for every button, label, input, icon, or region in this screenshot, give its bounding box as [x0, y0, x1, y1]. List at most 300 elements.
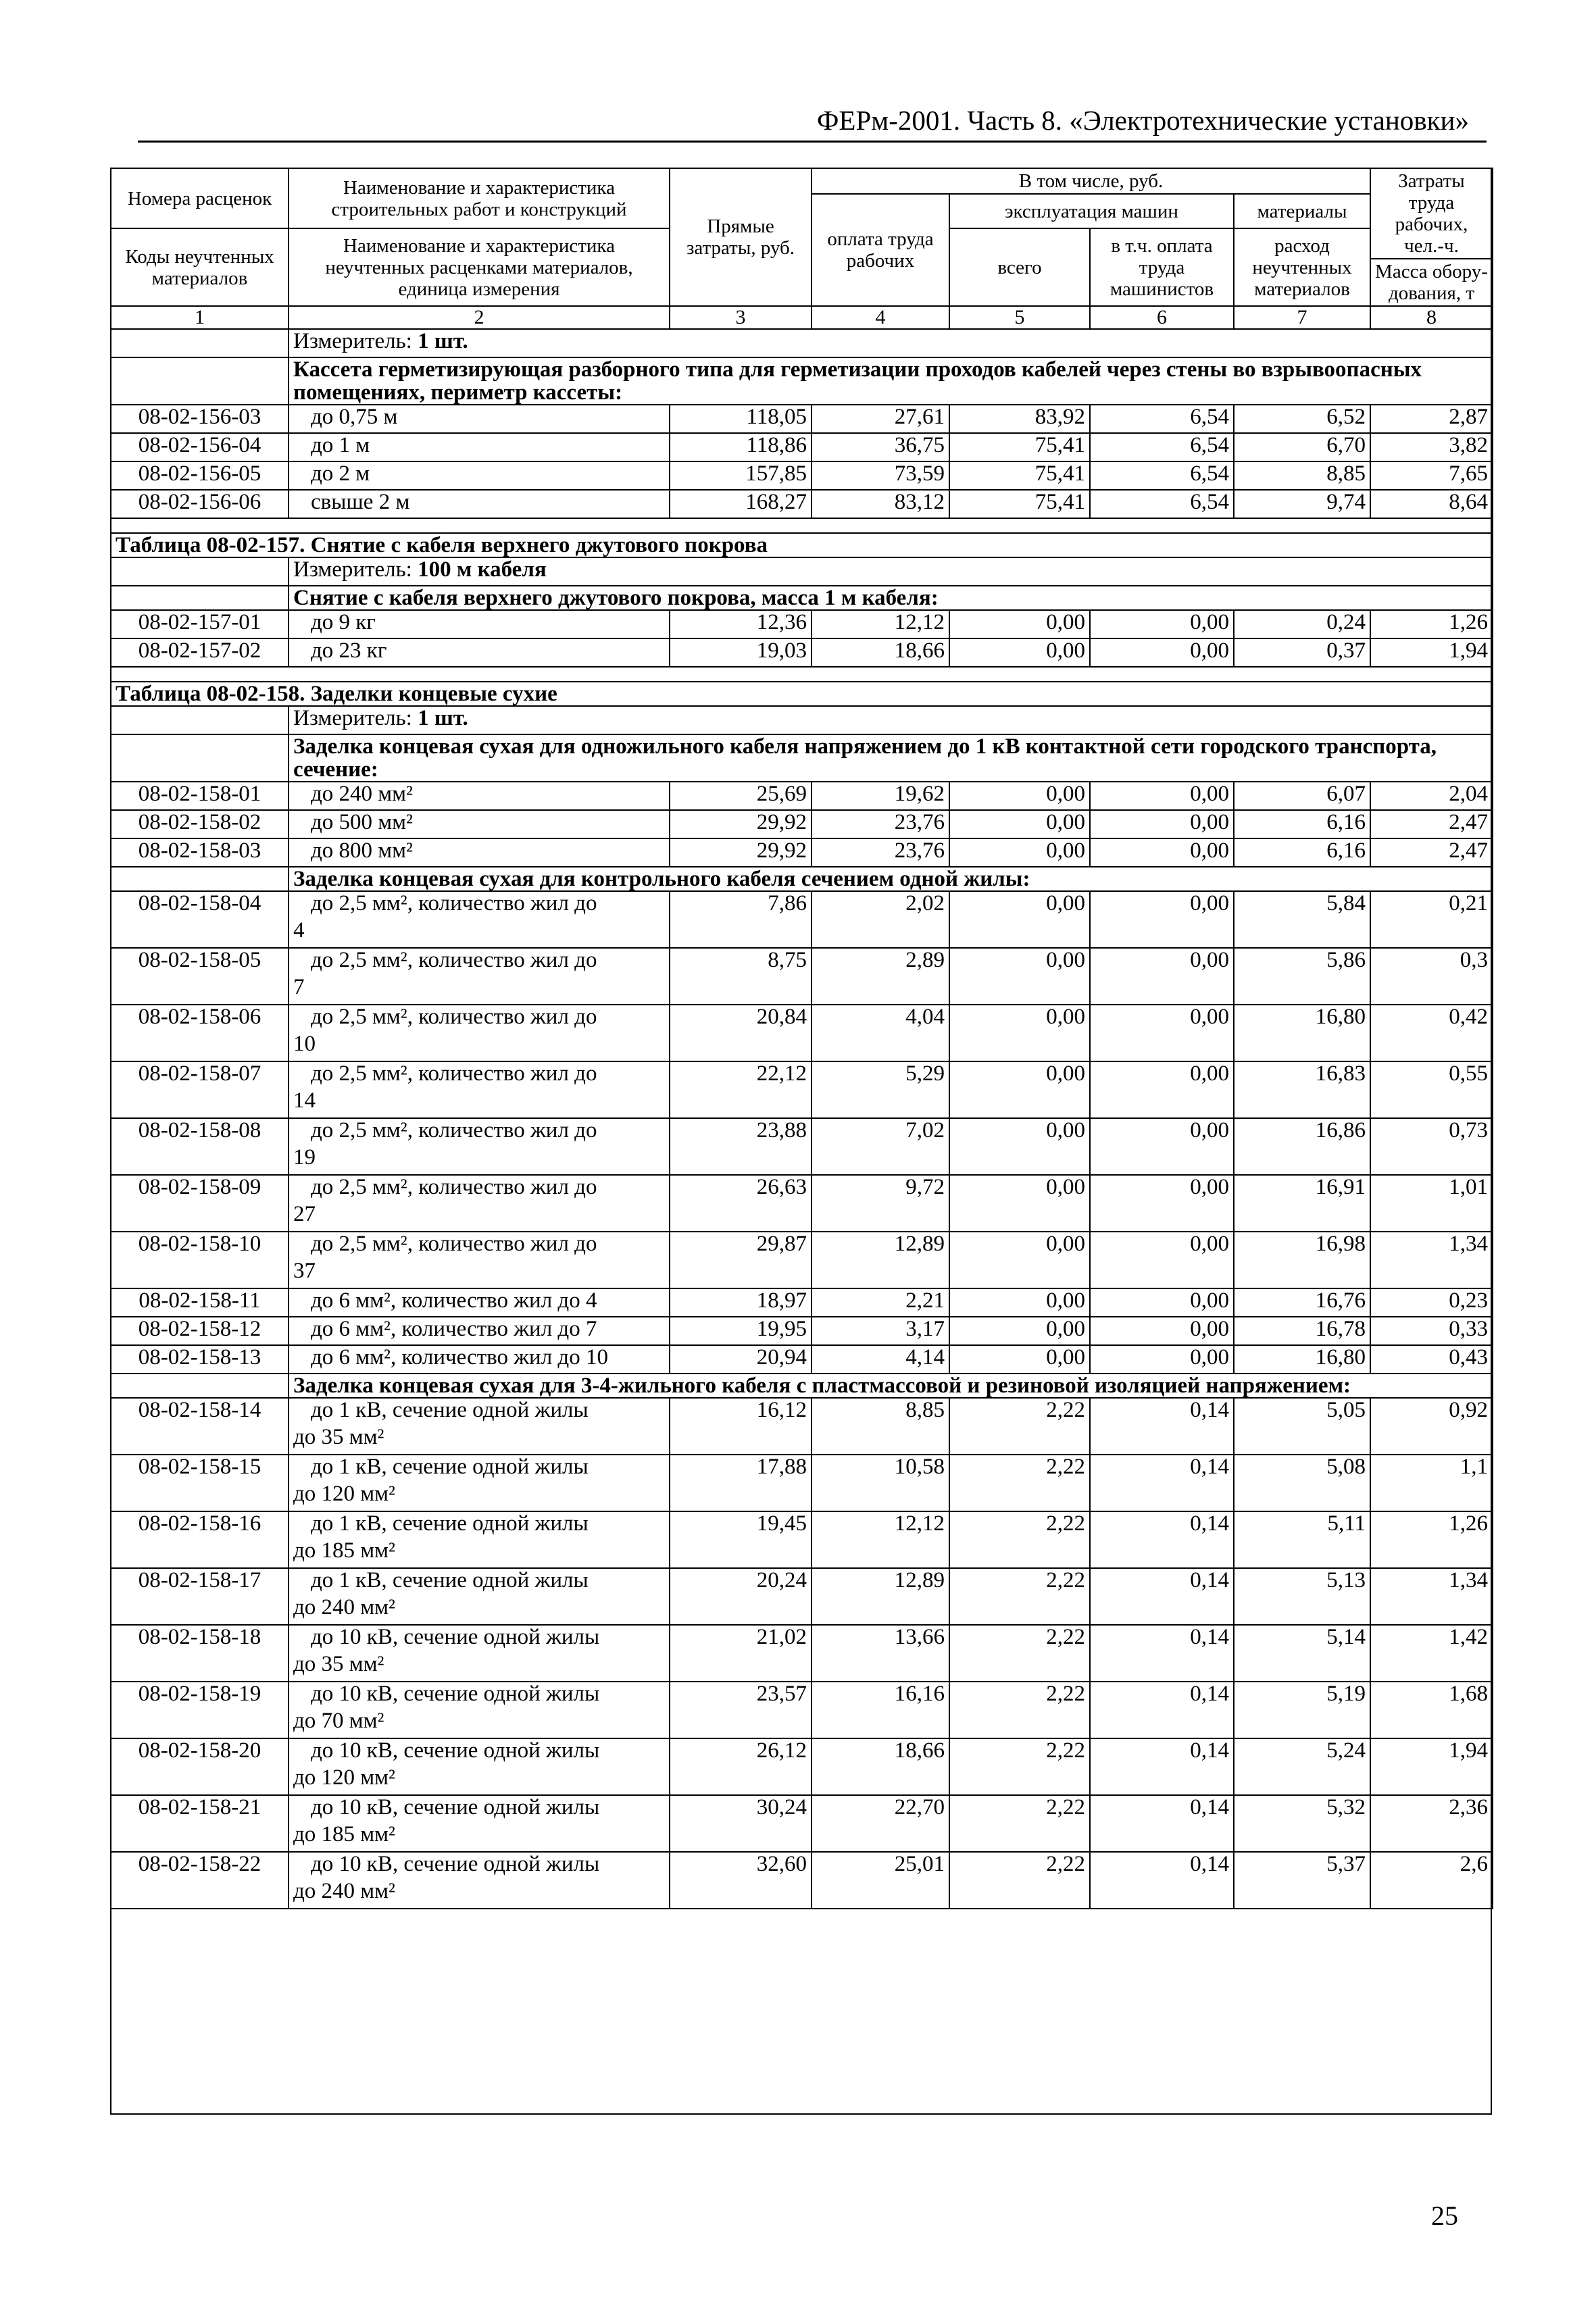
header-group-materials: материалы — [1234, 194, 1370, 228]
rates-table — [110, 168, 1493, 1909]
rate-description — [289, 1682, 670, 1738]
group-code-cell — [111, 1374, 289, 1398]
description-line: 4 — [293, 918, 305, 942]
value-c5: 0,00 — [949, 948, 1090, 1005]
measure-spacer — [111, 706, 289, 734]
value-c5: 0,00 — [949, 610, 1090, 638]
table-row — [111, 1625, 1493, 1682]
value-c8: 3,82 — [1370, 433, 1493, 461]
col-number: 7 — [1234, 306, 1370, 329]
value-c8: 1,68 — [1370, 1682, 1493, 1738]
description-line: до 10 кВ, сечение одной жилы — [311, 1795, 600, 1819]
value-c7: 16,78 — [1234, 1317, 1370, 1345]
value-c6: 0,14 — [1090, 1738, 1234, 1795]
header-col5: всего — [949, 228, 1090, 306]
header-group-machines: эксплуатация машин — [949, 194, 1234, 228]
measure-157-text — [289, 557, 1493, 586]
value-c5: 75,41 — [949, 433, 1090, 461]
value-c3: 157,85 — [670, 461, 812, 490]
value-c3: 26,12 — [670, 1738, 812, 1795]
value-c5: 2,22 — [949, 1795, 1090, 1852]
value-c4: 3,17 — [812, 1317, 949, 1345]
value-c4: 23,76 — [812, 838, 949, 867]
description-line: до 6 мм², количество жил до 7 — [311, 1317, 597, 1341]
description-line: 10 — [293, 1032, 316, 1056]
value-c8: 0,73 — [1370, 1118, 1493, 1175]
group-code-cell — [111, 734, 289, 782]
table-row — [111, 1345, 1493, 1374]
table-row — [111, 405, 1493, 433]
table-row — [111, 1232, 1493, 1288]
header-numbers-row — [111, 306, 1493, 329]
value-c8: 0,33 — [1370, 1317, 1493, 1345]
value-c7: 16,98 — [1234, 1232, 1370, 1288]
value-c8: 2,87 — [1370, 405, 1493, 433]
value-c7: 5,05 — [1234, 1398, 1370, 1455]
value-c7: 16,80 — [1234, 1005, 1370, 1061]
group-158-3-heading: Заделка концевая сухая для 3-4-жильного кабеля с пластмассовой и резиновой изоляцией напряжением: — [289, 1374, 1493, 1398]
value-c6: 0,00 — [1090, 1005, 1234, 1061]
description-line: до 35 мм² — [293, 1652, 384, 1676]
table-row — [111, 948, 1493, 1005]
page-number: 25 — [1431, 2200, 1458, 2231]
rate-code: 08-02-158-01 — [111, 782, 289, 810]
col-number: 8 — [1370, 306, 1493, 329]
value-c7: 5,84 — [1234, 891, 1370, 948]
description-line: до 2,5 мм², количество жил до — [311, 891, 597, 915]
value-c4: 22,70 — [812, 1795, 949, 1852]
value-c4: 9,72 — [812, 1175, 949, 1232]
description-line: до 1 кВ, сечение одной жилы — [311, 1568, 589, 1592]
value-c8: 1,26 — [1370, 1511, 1493, 1568]
rate-description — [289, 490, 670, 518]
value-c5: 2,22 — [949, 1625, 1090, 1682]
value-c8: 0,23 — [1370, 1288, 1493, 1317]
value-c4: 19,62 — [812, 782, 949, 810]
value-c6: 0,00 — [1090, 1118, 1234, 1175]
group-heading-156: Кассета герметизирующая разборного типа для герметизации проходов кабелей через стены во взрывоопасных помещениях, периметр кассеты: — [289, 357, 1493, 405]
table-row — [111, 1455, 1493, 1511]
value-c5: 2,22 — [949, 1455, 1090, 1511]
col-number: 2 — [289, 306, 670, 329]
rate-code: 08-02-158-22 — [111, 1852, 289, 1909]
rate-description — [289, 1317, 670, 1345]
value-c3: 12,36 — [670, 610, 812, 638]
description-line: 14 — [293, 1088, 316, 1113]
value-c4: 16,16 — [812, 1682, 949, 1738]
value-c5: 83,92 — [949, 405, 1090, 433]
description-line: до 2,5 мм², количество жил до — [311, 1061, 597, 1086]
header-group-incl: В том числе, руб. — [812, 168, 1370, 194]
table-row — [111, 1175, 1493, 1232]
rate-code: 08-02-158-11 — [111, 1288, 289, 1317]
table-row — [111, 810, 1493, 838]
table158-title — [111, 682, 1493, 706]
table-row — [111, 433, 1493, 461]
value-c5: 0,00 — [949, 638, 1090, 667]
rate-code: 08-02-158-13 — [111, 1345, 289, 1374]
value-c5: 0,00 — [949, 1005, 1090, 1061]
rate-description — [289, 1795, 670, 1852]
header-col2-bottom: Наименование и характеристика неучтенных расценками материалов, единица измерения — [289, 228, 670, 306]
rate-description — [289, 638, 670, 667]
value-c6: 0,00 — [1090, 948, 1234, 1005]
value-c5: 0,00 — [949, 810, 1090, 838]
table-row — [111, 1005, 1493, 1061]
value-c8: 1,34 — [1370, 1568, 1493, 1625]
group-158-2 — [111, 867, 1493, 891]
value-c7: 0,24 — [1234, 610, 1370, 638]
table-row — [111, 1852, 1493, 1909]
description-line: до 35 мм² — [293, 1425, 384, 1449]
value-c3: 22,12 — [670, 1061, 812, 1118]
value-c5: 0,00 — [949, 838, 1090, 867]
value-c7: 16,76 — [1234, 1288, 1370, 1317]
measure-156 — [289, 329, 1493, 357]
value-c5: 2,22 — [949, 1568, 1090, 1625]
value-c3: 20,24 — [670, 1568, 812, 1625]
header-row-1 — [111, 168, 1493, 194]
value-c6: 0,00 — [1090, 1175, 1234, 1232]
description-line: до 0,75 м — [311, 405, 398, 429]
value-c4: 12,12 — [812, 1511, 949, 1568]
description-line: до 185 мм² — [293, 1822, 395, 1846]
header-col4: оплата труда рабочих — [812, 194, 949, 306]
description-line: до 1 кВ, сечение одной жилы — [311, 1511, 589, 1536]
table-row — [111, 1795, 1493, 1852]
measure-label: Измеритель: — [293, 329, 412, 353]
value-c8: 1,94 — [1370, 1738, 1493, 1795]
value-c4: 4,14 — [812, 1345, 949, 1374]
value-c6: 6,54 — [1090, 490, 1234, 518]
value-c3: 18,97 — [670, 1288, 812, 1317]
value-c5: 0,00 — [949, 891, 1090, 948]
rate-description — [289, 891, 670, 948]
value-c8: 0,92 — [1370, 1398, 1493, 1455]
value-c3: 21,02 — [670, 1625, 812, 1682]
description-line: до 120 мм² — [293, 1482, 395, 1506]
value-c4: 18,66 — [812, 1738, 949, 1795]
description-line: до 10 кВ, сечение одной жилы — [311, 1625, 600, 1649]
value-c7: 16,83 — [1234, 1061, 1370, 1118]
rate-code: 08-02-158-10 — [111, 1232, 289, 1288]
rate-code: 08-02-158-15 — [111, 1455, 289, 1511]
description-line: до 6 мм², количество жил до 10 — [311, 1345, 608, 1369]
value-c7: 5,86 — [1234, 948, 1370, 1005]
description-line: до 10 кВ, сечение одной жилы — [311, 1852, 600, 1876]
value-c6: 0,00 — [1090, 838, 1234, 867]
description-line: до 500 мм² — [311, 810, 413, 834]
value-c6: 0,00 — [1090, 782, 1234, 810]
value-c8: 0,21 — [1370, 891, 1493, 948]
value-c5: 0,00 — [949, 1175, 1090, 1232]
value-c5: 2,22 — [949, 1738, 1090, 1795]
measure-value: 1 шт. — [418, 706, 468, 730]
rate-description — [289, 1005, 670, 1061]
rate-code: 08-02-157-02 — [111, 638, 289, 667]
rate-description — [289, 1568, 670, 1625]
description-line: до 10 кВ, сечение одной жилы — [311, 1682, 600, 1706]
value-c4: 7,02 — [812, 1118, 949, 1175]
value-c3: 19,03 — [670, 638, 812, 667]
rate-code: 08-02-158-20 — [111, 1738, 289, 1795]
value-c5: 0,00 — [949, 1345, 1090, 1374]
value-c4: 27,61 — [812, 405, 949, 433]
value-c8: 0,55 — [1370, 1061, 1493, 1118]
value-c4: 36,75 — [812, 433, 949, 461]
value-c3: 16,12 — [670, 1398, 812, 1455]
rate-code: 08-02-158-16 — [111, 1511, 289, 1568]
spacer-cell — [111, 518, 1493, 533]
rate-description — [289, 1738, 670, 1795]
measure-label: Измеритель: — [293, 557, 412, 582]
rate-description — [289, 1288, 670, 1317]
header-rule — [138, 141, 1487, 143]
value-c4: 25,01 — [812, 1852, 949, 1909]
col-number: 6 — [1090, 306, 1234, 329]
rate-code: 08-02-158-04 — [111, 891, 289, 948]
value-c4: 8,85 — [812, 1398, 949, 1455]
rate-description — [289, 838, 670, 867]
rate-description — [289, 810, 670, 838]
value-c8: 7,65 — [1370, 461, 1493, 490]
table-row — [111, 1061, 1493, 1118]
table-row — [111, 490, 1493, 518]
description-line: до 9 кг — [311, 610, 376, 634]
value-c3: 8,75 — [670, 948, 812, 1005]
description-line: 19 — [293, 1145, 316, 1169]
value-c4: 2,89 — [812, 948, 949, 1005]
value-c8: 1,1 — [1370, 1455, 1493, 1511]
value-c3: 17,88 — [670, 1455, 812, 1511]
description-line: до 2,5 мм², количество жил до — [311, 1005, 597, 1029]
rate-description — [289, 1175, 670, 1232]
header-col2-top: Наименование и характеристика строительных работ и конструкций — [289, 168, 670, 228]
value-c5: 75,41 — [949, 490, 1090, 518]
rate-code: 08-02-158-09 — [111, 1175, 289, 1232]
description-line: до 2 м — [311, 461, 370, 486]
value-c8: 1,42 — [1370, 1625, 1493, 1682]
rate-code: 08-02-158-12 — [111, 1317, 289, 1345]
value-c8: 2,6 — [1370, 1852, 1493, 1909]
header-col3: Прямые затраты, руб. — [670, 168, 812, 306]
value-c6: 0,14 — [1090, 1568, 1234, 1625]
measure-spacer — [111, 557, 289, 586]
value-c3: 7,86 — [670, 891, 812, 948]
value-c6: 0,14 — [1090, 1455, 1234, 1511]
table-row — [111, 1398, 1493, 1455]
description-line: до 10 кВ, сечение одной жилы — [311, 1738, 600, 1763]
spacer-cell — [111, 667, 1493, 682]
description-line: до 23 кг — [311, 638, 387, 663]
rate-description — [289, 1232, 670, 1288]
header-col6: в т.ч. оплата труда машинистов — [1090, 228, 1234, 306]
rate-code: 08-02-158-02 — [111, 810, 289, 838]
value-c3: 30,24 — [670, 1795, 812, 1852]
col-number: 3 — [670, 306, 812, 329]
measure-158 — [111, 706, 1493, 734]
value-c8: 1,94 — [1370, 638, 1493, 667]
value-c3: 20,84 — [670, 1005, 812, 1061]
group-158-1 — [111, 734, 1493, 782]
value-c3: 23,88 — [670, 1118, 812, 1175]
header-col8-top: Затраты труда рабочих, чел.-ч. — [1370, 168, 1493, 259]
table-row — [111, 1511, 1493, 1568]
description-line: до 2,5 мм², количество жил до — [311, 948, 597, 972]
value-c3: 32,60 — [670, 1852, 812, 1909]
value-c7: 5,19 — [1234, 1682, 1370, 1738]
rate-description — [289, 1455, 670, 1511]
value-c7: 6,16 — [1234, 838, 1370, 867]
value-c5: 0,00 — [949, 1118, 1090, 1175]
description-line: до 6 мм², количество жил до 4 — [311, 1288, 597, 1313]
value-c3: 26,63 — [670, 1175, 812, 1232]
section-spacer — [111, 518, 1493, 533]
rate-description — [289, 461, 670, 490]
value-c5: 0,00 — [949, 1232, 1090, 1288]
rate-code: 08-02-156-03 — [111, 405, 289, 433]
value-c4: 10,58 — [812, 1455, 949, 1511]
value-c4: 12,89 — [812, 1232, 949, 1288]
rate-code: 08-02-158-17 — [111, 1568, 289, 1625]
table-row — [111, 1568, 1493, 1625]
value-c6: 0,00 — [1090, 1061, 1234, 1118]
value-c4: 5,29 — [812, 1061, 949, 1118]
value-c3: 20,94 — [670, 1345, 812, 1374]
description-line: до 240 мм² — [311, 782, 413, 806]
rate-code: 08-02-158-05 — [111, 948, 289, 1005]
value-c7: 5,37 — [1234, 1852, 1370, 1909]
value-c8: 0,43 — [1370, 1345, 1493, 1374]
value-c6: 0,00 — [1090, 610, 1234, 638]
table-row — [111, 1682, 1493, 1738]
value-c5: 0,00 — [949, 1061, 1090, 1118]
group-code-cell — [111, 867, 289, 891]
description-line: 7 — [293, 975, 305, 999]
description-line: до 800 мм² — [311, 838, 413, 863]
description-line: 37 — [293, 1259, 316, 1283]
value-c8: 8,64 — [1370, 490, 1493, 518]
rate-description — [289, 1398, 670, 1455]
rate-description — [289, 1118, 670, 1175]
description-line: до 2,5 мм², количество жил до — [311, 1118, 597, 1142]
table-row — [111, 782, 1493, 810]
table-row — [111, 838, 1493, 867]
value-c6: 6,54 — [1090, 461, 1234, 490]
value-c6: 0,00 — [1090, 891, 1234, 948]
rate-code: 08-02-158-03 — [111, 838, 289, 867]
measure-value: 100 м кабеля — [418, 557, 547, 582]
group-code-cell — [111, 586, 289, 610]
description-line: до 1 кВ, сечение одной жилы — [311, 1455, 589, 1479]
group-row-156 — [111, 357, 1493, 405]
value-c6: 6,54 — [1090, 405, 1234, 433]
group-158-3 — [111, 1374, 1493, 1398]
value-c4: 13,66 — [812, 1625, 949, 1682]
value-c6: 0,14 — [1090, 1398, 1234, 1455]
table-row — [111, 1317, 1493, 1345]
table-row — [111, 638, 1493, 667]
value-c5: 2,22 — [949, 1398, 1090, 1455]
group-157 — [111, 586, 1493, 610]
rate-description — [289, 1852, 670, 1909]
rate-code: 08-02-158-07 — [111, 1061, 289, 1118]
value-c4: 4,04 — [812, 1005, 949, 1061]
value-c7: 5,11 — [1234, 1511, 1370, 1568]
rate-code: 08-02-158-21 — [111, 1795, 289, 1852]
value-c8: 2,47 — [1370, 838, 1493, 867]
section-spacer — [111, 667, 1493, 682]
value-c8: 2,04 — [1370, 782, 1493, 810]
value-c3: 118,05 — [670, 405, 812, 433]
table157-title — [111, 533, 1493, 557]
table157-title-text: Таблица 08-02-157. Снятие с кабеля верхнего джутового покрова — [111, 533, 1493, 557]
group-157-heading: Снятие с кабеля верхнего джутового покрова, масса 1 м кабеля: — [289, 586, 1493, 610]
description-line: свыше 2 м — [311, 490, 410, 514]
value-c4: 18,66 — [812, 638, 949, 667]
value-c7: 6,16 — [1234, 810, 1370, 838]
group-158-1-heading: Заделка концевая сухая для одножильного кабеля напряжением до 1 кВ контактной сети городского транспорта, сечение: — [289, 734, 1493, 782]
value-c6: 0,14 — [1090, 1852, 1234, 1909]
value-c4: 12,89 — [812, 1568, 949, 1625]
value-c3: 23,57 — [670, 1682, 812, 1738]
rate-code: 08-02-158-14 — [111, 1398, 289, 1455]
value-c7: 6,07 — [1234, 782, 1370, 810]
value-c7: 5,08 — [1234, 1455, 1370, 1511]
value-c7: 5,24 — [1234, 1738, 1370, 1795]
value-c3: 19,95 — [670, 1317, 812, 1345]
description-line: до 240 мм² — [293, 1879, 395, 1903]
measure-row — [111, 329, 1493, 357]
value-c5: 2,22 — [949, 1852, 1090, 1909]
description-line: до 185 мм² — [293, 1538, 395, 1563]
group-158-2-heading: Заделка концевая сухая для контрольного кабеля сечением одной жилы: — [289, 867, 1493, 891]
value-c7: 16,91 — [1234, 1175, 1370, 1232]
value-c5: 0,00 — [949, 1288, 1090, 1317]
value-c7: 5,32 — [1234, 1795, 1370, 1852]
value-c5: 2,22 — [949, 1511, 1090, 1568]
measure-value: 1 шт. — [418, 329, 468, 353]
table-row — [111, 891, 1493, 948]
rate-description — [289, 1625, 670, 1682]
value-c5: 0,00 — [949, 782, 1090, 810]
value-c7: 16,86 — [1234, 1118, 1370, 1175]
table-row — [111, 610, 1493, 638]
table158-title-text: Таблица 08-02-158. Заделки концевые сухие — [111, 682, 1493, 706]
rate-code: 08-02-156-05 — [111, 461, 289, 490]
rate-description — [289, 1345, 670, 1374]
table-row — [111, 461, 1493, 490]
value-c6: 6,54 — [1090, 433, 1234, 461]
measure-label: Измеритель: — [293, 706, 412, 730]
rate-description — [289, 782, 670, 810]
value-c5: 75,41 — [949, 461, 1090, 490]
value-c4: 83,12 — [812, 490, 949, 518]
value-c8: 1,26 — [1370, 610, 1493, 638]
value-c6: 0,14 — [1090, 1511, 1234, 1568]
value-c6: 0,00 — [1090, 1288, 1234, 1317]
value-c7: 6,52 — [1234, 405, 1370, 433]
running-head: ФЕРм-2001. Часть 8. «Электротехнические установки» — [817, 105, 1469, 136]
value-c7: 9,74 — [1234, 490, 1370, 518]
value-c3: 29,92 — [670, 838, 812, 867]
table-row — [111, 1118, 1493, 1175]
value-c6: 0,14 — [1090, 1682, 1234, 1738]
col-number: 4 — [812, 306, 949, 329]
value-c7: 6,70 — [1234, 433, 1370, 461]
description-line: до 120 мм² — [293, 1765, 395, 1790]
rate-description — [289, 433, 670, 461]
